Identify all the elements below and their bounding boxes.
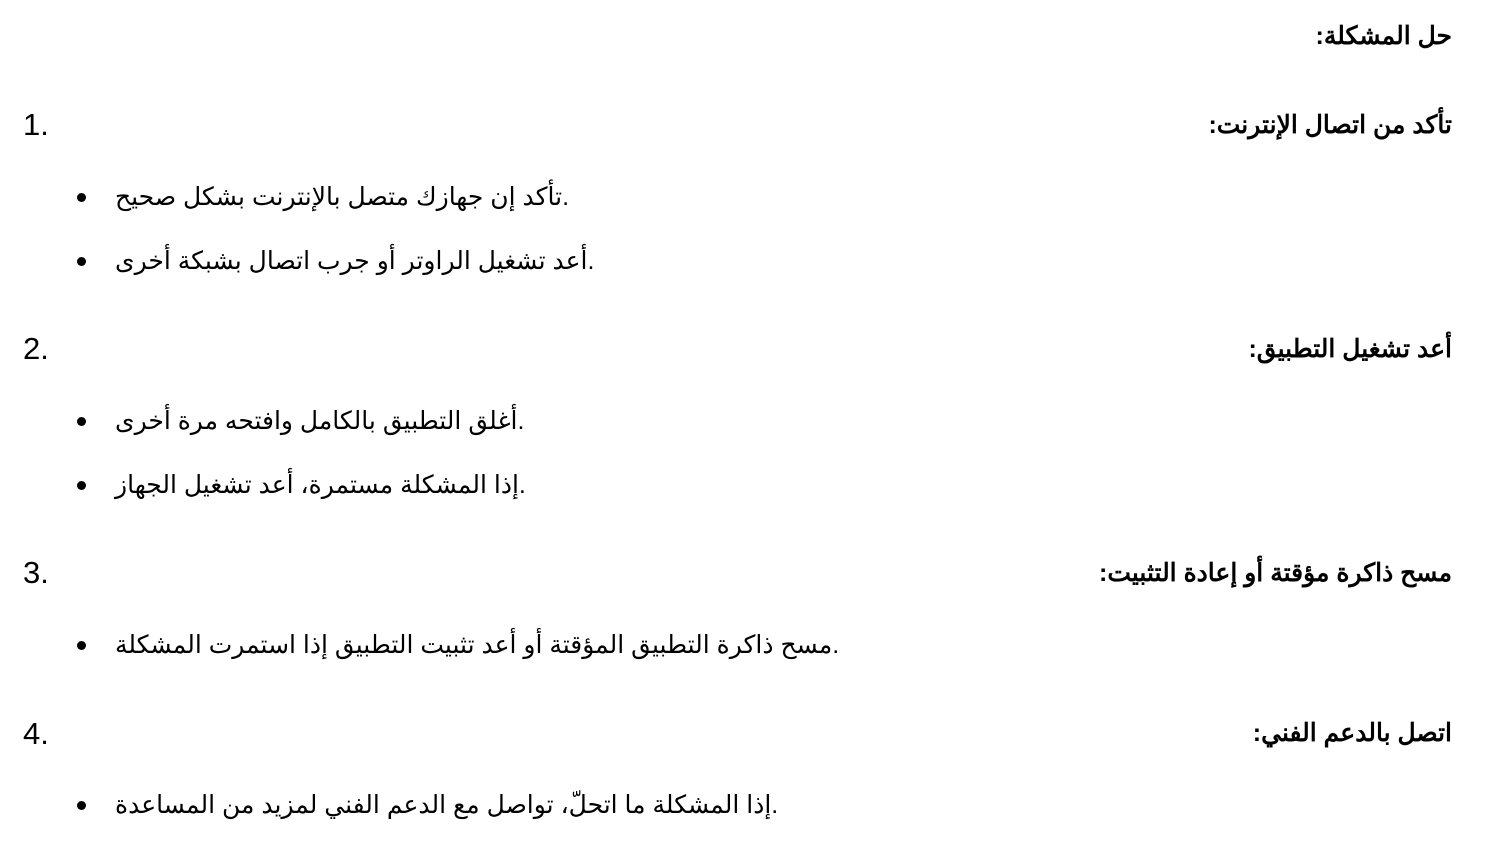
step-2-bullet-1: أغلق التطبيق بالكامل وافتحه مرة أخرى. xyxy=(115,407,525,435)
bullet-icon xyxy=(77,193,86,202)
step-2-number: 2. xyxy=(23,331,49,366)
bullet-icon xyxy=(77,481,86,490)
step-1-bullet-1: تأكد إن جهازك متصل بالإنترنت بشكل صحيح. xyxy=(115,183,570,211)
step-1-heading: تأكد من اتصال الإنترنت: xyxy=(1208,111,1452,139)
step-2-bullet-2: إذا المشكلة مستمرة، أعد تشغيل الجهاز. xyxy=(115,471,526,499)
bullet-icon xyxy=(77,417,86,426)
bullet-icon xyxy=(77,257,86,266)
step-3-bullet-1: مسح ذاكرة التطبيق المؤقتة أو أعد تثبيت التطبيق إذا استمرت المشكلة. xyxy=(115,631,840,659)
step-1-bullet-2: أعد تشغيل الراوتر أو جرب اتصال بشبكة أخرى. xyxy=(115,247,595,275)
step-4-bullet-1: إذا المشكلة ما اتحلّ، تواصل مع الدعم الفني لمزيد من المساعدة. xyxy=(115,791,779,819)
step-4-heading: اتصل بالدعم الفني: xyxy=(1252,719,1452,747)
bullet-icon xyxy=(77,641,86,650)
step-3-heading: مسح ذاكرة مؤقتة أو إعادة التثبيت: xyxy=(1099,559,1452,587)
step-3-number: 3. xyxy=(23,555,49,590)
step-4-number: 4. xyxy=(23,716,49,751)
page-title: حل المشكلة: xyxy=(1315,22,1452,50)
step-2-heading: أعد تشغيل التطبيق: xyxy=(1248,335,1452,363)
bullet-icon xyxy=(77,801,86,810)
step-1-number: 1. xyxy=(23,107,49,142)
